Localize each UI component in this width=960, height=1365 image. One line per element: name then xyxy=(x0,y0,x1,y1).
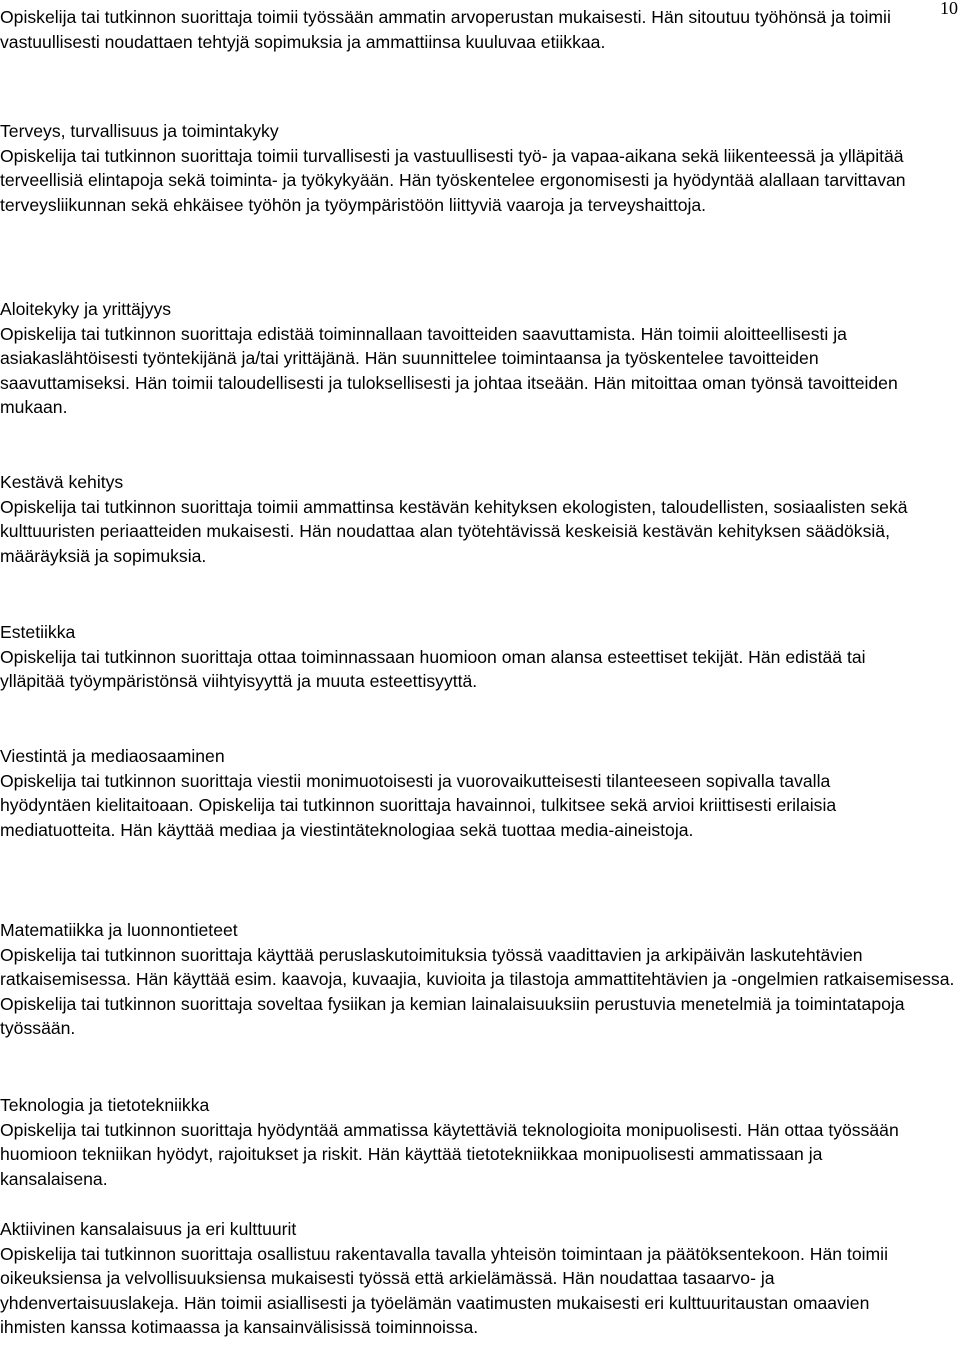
section-title: Estetiikka xyxy=(0,622,76,642)
section-body: Opiskelija tai tutkinnon suorittaja edistää toiminnallaan tavoitteiden saavuttamista. Hän toimii aloitteellisesti ja asiakaslähtöisesti työntekijänä ja/tai yrittäjänä. Hän suunnittelee toimintaansa ja työskentelee tavoitteiden saavuttamiseksi. Hän toimii taloudellisesti ja tuloksellisesti ja johtaa itseään. Hän mitoittaa oman työnsä tavoitteiden mukaan. xyxy=(0,323,898,417)
section-mathematics-science xyxy=(0,918,958,1041)
section-aesthetics xyxy=(0,620,880,694)
section-body: Opiskelija tai tutkinnon suorittaja hyödyntää ammatissa käytettäviä teknologioita monipuolisesti. Hän ottaa työssään huomioon tekniikan hyödyt, rajoitukset ja riskit. Hän käyttää tietotekniikkaa monipuolisesti ammatissaan ja kansalaisena. xyxy=(0,1119,899,1189)
section-communication-media xyxy=(0,744,925,842)
section-title: Terveys, turvallisuus ja toimintakyky xyxy=(0,121,279,141)
section-title: Aloitekyky ja yrittäjyys xyxy=(0,299,172,319)
section-sustainable-development xyxy=(0,470,958,568)
section-title: Matematiikka ja luonnontieteet xyxy=(0,920,238,940)
section-body: Opiskelija tai tutkinnon suorittaja osallistuu rakentavalla tavalla yhteisön toimintaan ja päätöksentekoon. Hän toimii oikeuksiensa ja velvollisuuksiensa mukaisesti työssä että arkielämässä. Hän noudattaa tasaarvo- ja yhdenvertaisuuslakeja. Hän toimii asiallisesti ja työelämän vaatimusten mukaisesti eri kulttuuritaustan omaavien ihmisten kanssa kotimaassa ja kansainvälisissä toiminnoissa. xyxy=(0,1243,889,1337)
section-body: Opiskelija tai tutkinnon suorittaja käyttää peruslaskutoimituksia työssä vaadittavien ja arkipäivän laskutehtävien ratkaisemisessa. Hän käyttää esim. kaavoja, kuvaajia, kuvioita ja tilastoja ammattitehtävien ja -ongelmien ratkaisemisessa. Opiskelija tai tutkinnon suorittaja soveltaa fysiikan ja kemian lainalaisuuksiin perustuvia menetelmiä ja toimintatapoja työssään. xyxy=(0,944,955,1038)
section-active-citizenship xyxy=(0,1217,932,1340)
section-title: Kestävä kehitys xyxy=(0,472,124,492)
section-initiative-entrepreneurship xyxy=(0,297,945,420)
section-body: Opiskelija tai tutkinnon suorittaja toimii turvallisesti ja vastuullisesti työ- ja vapaa-aikana sekä liikenteessä ja ylläpitää terveellisiä elintapoja sekä toiminta- ja työkykyään. Hän työskentelee ergonomisesti ja hyödyntää alallaan tarvittavan terveysliikunnan sekä ehkäisee työhön ja työympäristöön liittyviä vaaroja ja terveyshaittoja. xyxy=(0,145,906,215)
page-number: 10 xyxy=(940,0,958,18)
section-body: Opiskelija tai tutkinnon suorittaja toimii ammattinsa kestävän kehityksen ekologisten, taloudellisten, sosiaalisten sekä kulttuuristen periaatteiden mukaisesti. Hän noudattaa alan työtehtävissä keskeisiä kestävän kehityksen säädöksiä, määräyksiä ja sopimuksia. xyxy=(0,496,908,566)
section-title: Viestintä ja mediaosaaminen xyxy=(0,746,225,766)
section-health-safety xyxy=(0,119,958,217)
section-title: Teknologia ja tietotekniikka xyxy=(0,1095,210,1115)
section-body: Opiskelija tai tutkinnon suorittaja ottaa toiminnassaan huomioon oman alansa esteettiset tekijät. Hän edistää tai ylläpitää työympäristönsä viihtyisyyttä ja muuta esteettisyyttä. xyxy=(0,646,866,691)
intro-paragraph: Opiskelija tai tutkinnon suorittaja toimii työssään ammatin arvoperustan mukaisesti. Hän sitoutuu työhönsä ja toimii vastuullisesti noudattaen tehtyjä sopimuksia ja ammattiinsa kuuluvaa etiikkaa. xyxy=(0,7,891,52)
section-title: Aktiivinen kansalaisuus ja eri kulttuurit xyxy=(0,1219,297,1239)
section-body: Opiskelija tai tutkinnon suorittaja viestii monimuotoisesti ja vuorovaikutteisesti tilanteeseen sopivalla tavalla hyödyntäen kielitaitoaan. Opiskelija tai tutkinnon suorittaja havainnoi, tulkitsee sekä arvioi kriittisesti erilaisia mediatuotteita. Hän käyttää mediaa ja viestintäteknologiaa sekä tuottaa media-aineistoja. xyxy=(0,770,837,840)
section-technology-it xyxy=(0,1093,930,1191)
